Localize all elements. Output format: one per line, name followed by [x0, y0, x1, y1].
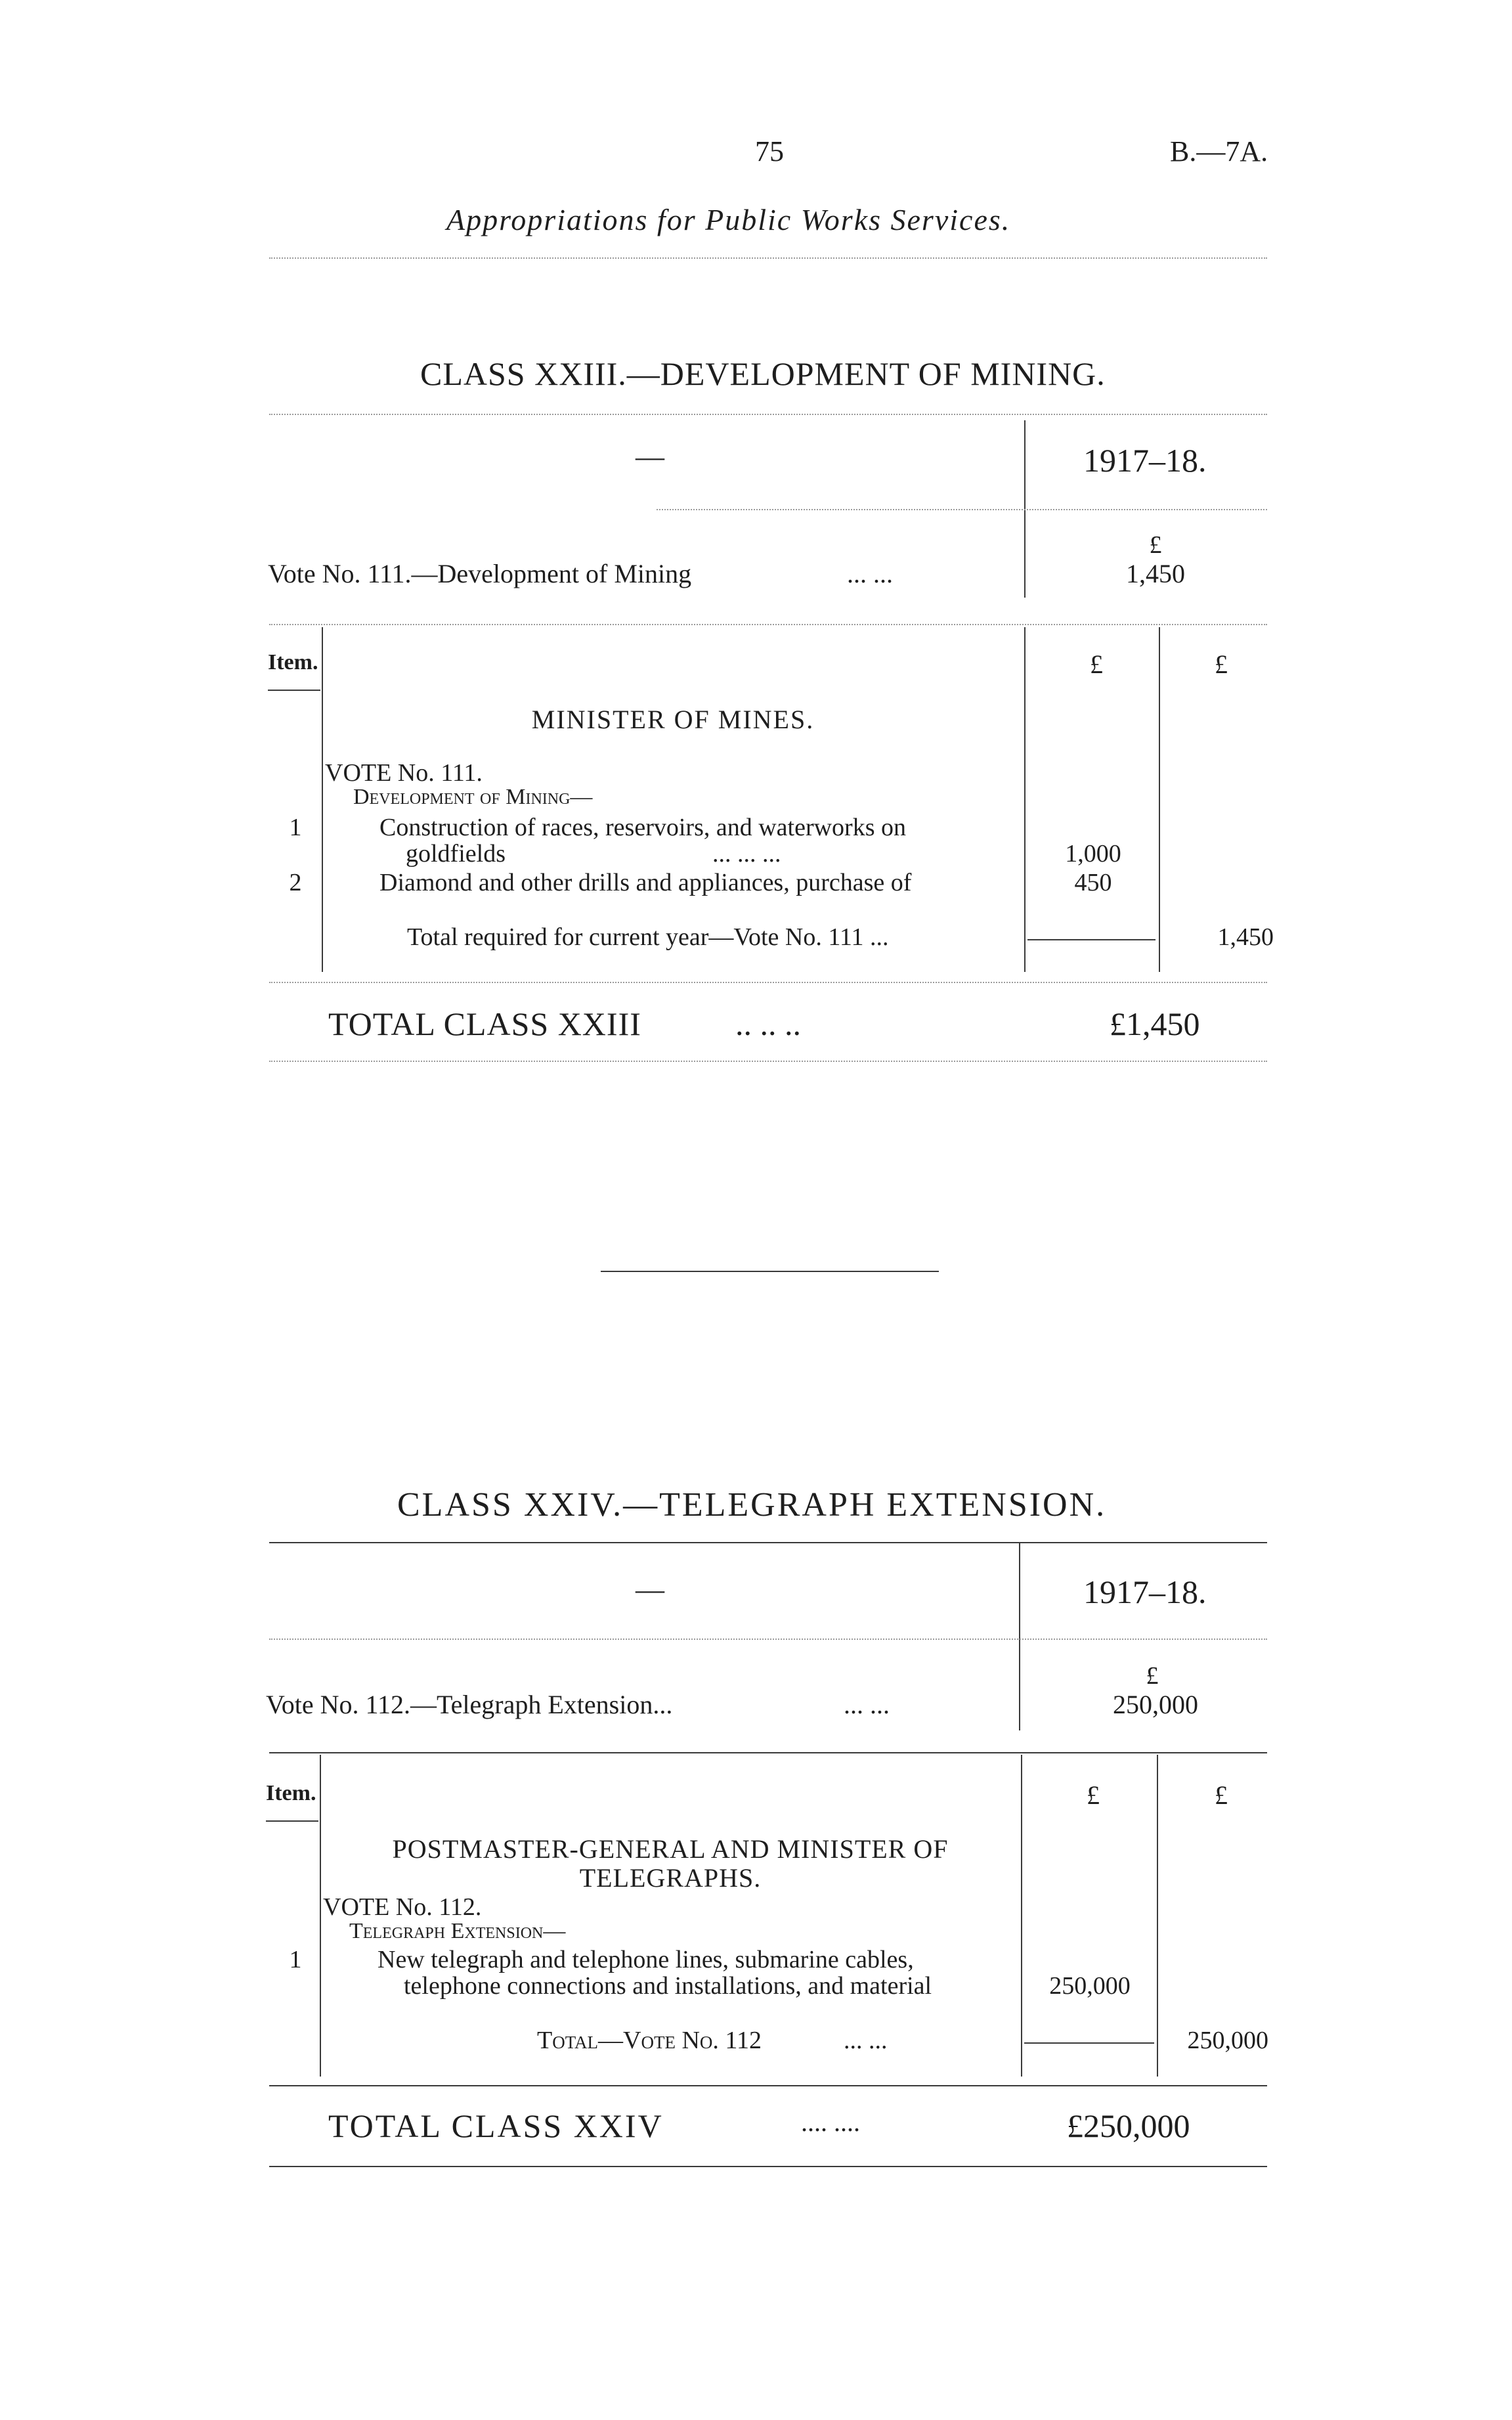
- class-24-subhead: Telegraph Extension—: [349, 1919, 566, 1943]
- class-24-pound-col2: £: [1215, 1780, 1228, 1810]
- class-23-total-label: Total required for current year—Vote No. 111 ...: [407, 923, 889, 951]
- class-24-item-1-number: 1: [289, 1946, 302, 1973]
- class-24-item-header: Item.: [266, 1781, 316, 1805]
- class-23-class-total-dots: .. .. ..: [735, 1005, 801, 1042]
- class-23-total-amount: 1,450: [1217, 923, 1274, 951]
- class-23-col2-divider: [1159, 627, 1160, 972]
- class-24-col2-divider: [1157, 1755, 1158, 2077]
- class-24-dash: —: [636, 1573, 664, 1606]
- class-24-year: 1917–18.: [1083, 1573, 1207, 1610]
- class-23-vote-number: VOTE No. 111.: [325, 759, 483, 787]
- class-23-class-total-bottom-rule: [269, 1061, 1267, 1062]
- class-24-class-total-amount: £250,000: [1067, 2107, 1190, 2144]
- class-24-class-total-top-rule: [269, 2085, 1267, 2086]
- class-24-pound-col1: £: [1087, 1780, 1100, 1810]
- header-rule: [269, 257, 1267, 259]
- class-23-item-header: Item.: [268, 650, 318, 674]
- class-24-vote-dots: ... ...: [844, 1690, 890, 1719]
- class-24-total-rule: [1024, 2042, 1154, 2044]
- class-23-vote-pound: £: [1149, 531, 1162, 559]
- class-23-item-1-text: Construction of races, reservoirs, and waterworks on: [379, 814, 906, 841]
- class-23-year-rule: [657, 509, 1267, 510]
- class-23-year: 1917–18.: [1083, 442, 1207, 479]
- class-23-class-total-top-rule: [269, 982, 1267, 983]
- document-reference: B.—7A.: [1170, 135, 1268, 167]
- class-24-vote-number: VOTE No. 112.: [323, 1893, 482, 1921]
- class-23-pound-col2: £: [1215, 649, 1228, 679]
- class-24-class-total-bottom-rule: [269, 2166, 1267, 2167]
- section-separator: [601, 1271, 939, 1272]
- page-title: Appropriations for Public Works Services.: [446, 203, 1011, 236]
- class-23-vote-dots: ... ...: [847, 559, 893, 588]
- class-24-item-1-amount: 250,000: [1049, 1972, 1131, 2000]
- class-24-item-underline: [266, 1820, 318, 1822]
- class-23-top-rule: [269, 414, 1267, 415]
- class-23-item-1-number: 1: [289, 814, 302, 841]
- class-24-total-label: Total—Vote No. 112: [537, 2027, 762, 2054]
- class-23-item-2-amount: 450: [1074, 869, 1112, 896]
- class-23-vote-label: Vote No. 111.—Development of Mining: [268, 559, 692, 588]
- class-23-item-1-amount: 1,000: [1065, 840, 1121, 868]
- class-24-year-rule: [269, 1639, 1267, 1640]
- class-24-vote-amount: 250,000: [1113, 1690, 1198, 1719]
- class-24-vote-label: Vote No. 112.—Telegraph Extension...: [266, 1690, 673, 1719]
- class-23-item-1-text-cont: goldfields: [406, 840, 506, 868]
- class-24-class-total-dots: .... ....: [801, 2107, 860, 2137]
- class-24-class-total-label: TOTAL CLASS XXIV: [328, 2107, 664, 2144]
- class-24-item-1-text: New telegraph and telephone lines, submarine cables,: [378, 1946, 914, 1973]
- class-23-col1-divider: [1024, 627, 1026, 972]
- class-24-year-divider: [1019, 1543, 1020, 1730]
- class-24-col1-divider: [1021, 1755, 1022, 2077]
- class-23-item-underline: [268, 690, 320, 691]
- class-23-item-2-text: Diamond and other drills and appliances, purchase of: [379, 869, 912, 896]
- class-24-item-divider: [320, 1755, 321, 2077]
- class-24-vote-pound: £: [1146, 1662, 1159, 1690]
- class-24-top-rule: [269, 1542, 1267, 1543]
- class-23-dash: —: [636, 441, 664, 473]
- class-23-pound-col1: £: [1090, 649, 1103, 679]
- class-24-total-dots: ... ...: [844, 2027, 888, 2054]
- class-23-vote-rule: [269, 624, 1267, 625]
- class-24-total-amount: 250,000: [1187, 2027, 1268, 2054]
- class-23-subhead: Development of Mining—: [353, 785, 593, 809]
- class-23-class-total-label: TOTAL CLASS XXIII: [328, 1005, 641, 1042]
- class-23-total-rule: [1027, 939, 1156, 940]
- class-23-minister-heading: MINISTER OF MINES.: [531, 705, 815, 734]
- class-23-title: CLASS XXIII.—DEVELOPMENT OF MINING.: [420, 355, 1106, 392]
- class-24-minister-heading: POSTMASTER-GENERAL AND MINISTER OF: [392, 1834, 949, 1864]
- class-23-item-2-number: 2: [289, 869, 302, 896]
- class-24-item-1-text-cont: telephone connections and installations, and material: [404, 1972, 932, 2000]
- page-number: 75: [755, 135, 784, 167]
- class-23-item-1-dots: ... ... ...: [712, 840, 781, 868]
- class-24-vote-rule: [269, 1752, 1267, 1753]
- class-23-item-divider: [322, 627, 323, 972]
- class-24-minister-heading-cont: TELEGRAPHS.: [579, 1863, 762, 1893]
- class-23-class-total-amount: £1,450: [1110, 1005, 1200, 1042]
- class-24-title: CLASS XXIV.—TELEGRAPH EXTENSION.: [397, 1486, 1107, 1524]
- class-23-vote-amount: 1,450: [1126, 559, 1185, 588]
